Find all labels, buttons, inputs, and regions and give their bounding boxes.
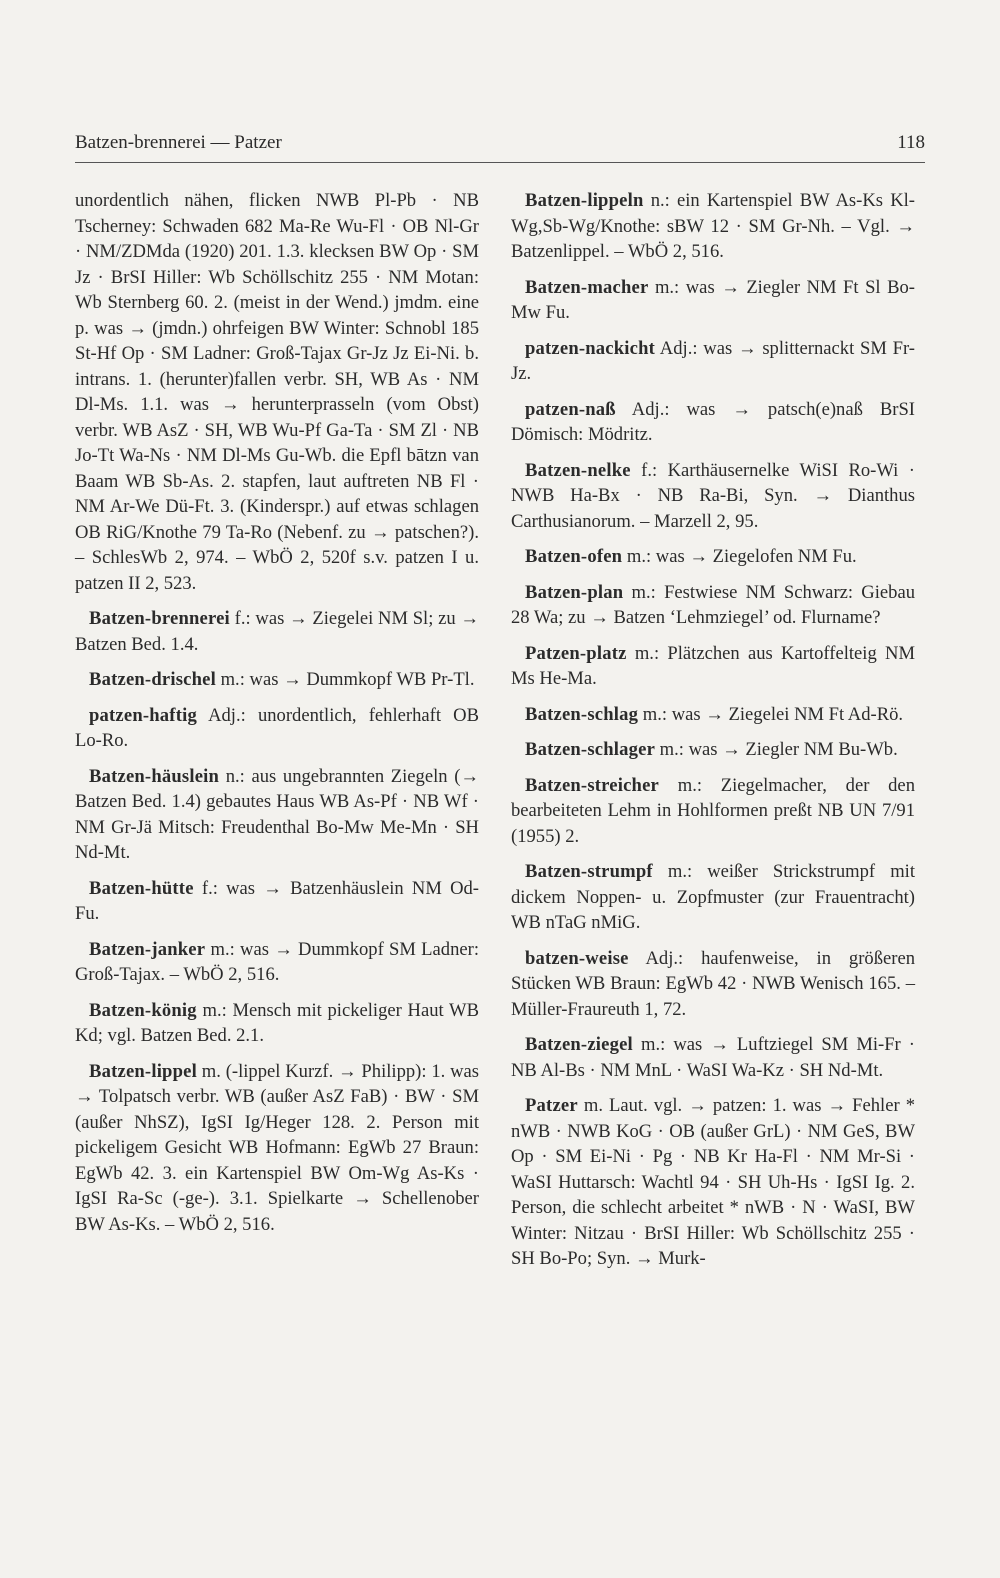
entry-definition: n.: aus ungebrannten Ziegeln (→ Batzen Bed. 1.4) gebautes Haus WB As-Pf · NB Wf · NM Gr-Jä Mitsch: Freudenthal Bo-Mw Me-Mn · SH Nd-Mt.: [75, 765, 479, 863]
entry-definition: m.: was → Dummkopf SM Ladner: Groß-Tajax. – WbÖ 2, 516.: [75, 938, 479, 985]
entry-definition: f.: Karthäusernelke WiSI Ro-Wi · NWB Ha-Bx · NB Ra-Bi, Syn. → Dianthus Carthusianorum. – Marzell 2, 95.: [511, 459, 915, 532]
entry-lemma: Batzen-lippel: [89, 1060, 197, 1082]
continuation-paragraph: unordentlich nähen, flicken NWB Pl-Pb · NB Tscherney: Schwaden 682 Ma-Re Wu-Fl · OB Nl-Gr · NM/ZDMda (1920) 201. 1.3. klecksen BW Op · SM Jz · BrSI Hiller: Wb Schöllschitz 255 · NM Motan: Wb Sternberg 60. 2. (meist in der Wend.) jmdm. eine p. was → (jmdn.) ohrfeigen BW Winter: Schnobl 185 St-Hf Op · SM Ladner: Groß-Tajax Gr-Jz Jz Ei-Ni. b. intrans. 1. (herunter)fallen verbr. SH, WB As · NM Dl-Ms. 1.1. was → herunterprasseln (vom Obst) verbr. WB AsZ · SH, WB Wu-Pf Ga-Ta · SM Zl · NB Jo-Tt Wa-Ns · NM Dl-Ms Gu-Wb. die Epfl bātzn van Baam WB Sb-As. 2. stapfen, laut auftreten NB Fl · NM Ar-We Dü-Ft. 3. (Kinderspr.) auf etwas schlagen OB RiG/Knothe 79 Ta-Ro (Nebenf. zu → patschen?). – SchlesWb 2, 974. – WbÖ 2, 520f s.v. patzen I u. patzen II 2, 523.: [75, 190, 479, 594]
dictionary-entry: [75, 876, 479, 927]
dictionary-entry: [511, 336, 915, 387]
entry-lemma: Batzen-plan: [525, 581, 624, 603]
entry-lemma: Patzer: [525, 1095, 578, 1116]
entry-definition: Adj.: was → splitternackt SM Fr-Jz.: [511, 337, 915, 384]
dictionary-entry: [511, 188, 915, 265]
entry-definition: Adj.: was → patsch(e)naß BrSI Dömisch: Mödritz.: [511, 398, 915, 445]
entry-definition: m. Laut. vgl. → patzen: 1. was → Fehler * nWB · NWB KoG · OB (außer GrL) · NM GeS, BW Op · SM Ei-Ni · Pg · NB Kr Ha-Fl · NM Mr-Si · WaSI Huttarsch: Wachtl 94 · SH Uh-Hs · IgSI Ig. 2. Person, die schlecht arbeitet * nWB · N · WaSI, BW Winter: Nitzau · BrSI Hiller: Wb Schöllschitz 255 · SH Bo-Po; Syn. → Murk-: [511, 1095, 915, 1269]
entry-definition: m.: Ziegelmacher, der den bearbeiteten Lehm in Hohlformen preßt NB UN 7/91 (1955) 2.: [511, 774, 915, 847]
left-entries: [75, 606, 479, 1237]
entry-lemma: Patzen-platz: [525, 642, 627, 664]
entry-definition: f.: was → Batzenhäuslein NM Od-Fu.: [75, 877, 479, 924]
dictionary-entry: [511, 544, 915, 570]
entry-definition: m.: was → Luftziegel SM Mi-Fr · NB Al-Bs · NM MnL · WaSI Wa-Kz · SH Nd-Mt.: [511, 1034, 915, 1081]
entry-definition: m.: was → Ziegler NM Ft Sl Bo-Mw Fu.: [511, 276, 915, 323]
dictionary-entry: [75, 667, 479, 693]
entry-lemma: Batzen-schlag: [525, 703, 639, 725]
entry-definition: m.: was → Ziegelei NM Ft Ad-Rö.: [638, 703, 904, 725]
entry-definition: Adj.: haufenweise, in größeren Stücken WB Braun: EgWb 42 · NWB Wenisch 165. – Müller-Fraureuth 1, 72.: [511, 947, 915, 1020]
dictionary-entry: [75, 764, 479, 866]
entry-definition: f.: was → Ziegelei NM Sl; zu → Batzen Bed. 1.4.: [75, 608, 479, 655]
entry-lemma: patzen-naß: [525, 398, 616, 420]
entry-lemma: Batzen-ofen: [525, 546, 623, 567]
dictionary-entry: [75, 998, 479, 1049]
entry-lemma: patzen-nackicht: [525, 337, 656, 359]
entry-lemma: Batzen-streicher: [525, 774, 659, 796]
entry-lemma: Batzen-hütte: [89, 877, 194, 899]
page-number: 118: [897, 132, 925, 153]
left-column: [75, 188, 479, 1247]
entry-definition: m.: was → Ziegelofen NM Fu.: [622, 546, 857, 567]
entry-lemma: Batzen-könig: [89, 999, 197, 1021]
dictionary-entry: [511, 737, 915, 763]
entry-definition: n.: ein Kartenspiel BW As-Ks Kl-Wg,Sb-Wg/Knothe: sBW 12 · SM Gr-Nh. – Vgl. → Batzenlippel. – WbÖ 2, 516.: [511, 190, 915, 262]
entry-definition: m.: Festwiese NM Schwarz: Giebau 28 Wa; zu → Batzen ‘Lehmziegel’ od. Flurname?: [511, 581, 915, 628]
entry-lemma: Batzen-drischel: [89, 669, 216, 690]
entry-definition: m.: was → Ziegler NM Bu-Wb.: [655, 739, 898, 760]
dictionary-entry: [511, 702, 915, 728]
entry-lemma: patzen-haftig: [89, 704, 197, 726]
dictionary-entry: [511, 397, 915, 448]
dictionary-entry: [511, 946, 915, 1023]
entry-lemma: Batzen-brennerei: [89, 608, 230, 629]
entry-definition: Adj.: unordentlich, fehlerhaft OB Lo-Ro.: [75, 704, 479, 751]
entry-lemma: Batzen-häuslein: [89, 765, 220, 787]
entry-lemma: Batzen-janker: [89, 938, 206, 960]
dictionary-entry: [511, 1093, 915, 1272]
dictionary-entry: [511, 859, 915, 936]
right-entries: [511, 188, 915, 1272]
dictionary-entry: [511, 641, 915, 692]
entry-lemma: Batzen-nelke: [525, 459, 631, 481]
dictionary-entry: [75, 703, 479, 754]
running-header: [75, 132, 925, 163]
entry-definition: m.: Mensch mit pickeliger Haut WB Kd; vgl. Batzen Bed. 2.1.: [75, 999, 479, 1046]
entry-lemma: Batzen-lippeln: [525, 190, 644, 211]
dictionary-entry: [511, 773, 915, 850]
running-head-title: Batzen-brennerei — Patzer: [75, 132, 282, 153]
dictionary-entry: [75, 937, 479, 988]
entry-lemma: batzen-weise: [525, 947, 629, 969]
dictionary-entry: [75, 606, 479, 657]
dictionary-entry: [511, 1032, 915, 1083]
entry-definition: m. (-lippel Kurzf. → Philipp): 1. was → Tolpatsch verbr. WB (außer AsZ FaB) · BW · SM (außer NhSZ), IgSI Ig/Heger 128. 2. Person mit pickeligem Gesicht WB Hofmann: EgWb 27 Braun: EgWb 42. 3. ein Kartenspiel BW Om-Wg As-Ks · IgSI Ra-Sc (-ge-). 3.1. Spielkarte → Schellenober BW As-Ks. – WbÖ 2, 516.: [75, 1060, 479, 1235]
dictionary-entry: [511, 580, 915, 631]
dictionary-entry: [511, 275, 915, 326]
entry-lemma: Batzen-strumpf: [525, 861, 653, 882]
entry-definition: m.: Plätzchen aus Kartoffelteig NM Ms He-Ma.: [511, 642, 915, 689]
right-column: [511, 188, 915, 1282]
dictionary-entry: [75, 1059, 479, 1238]
entry-definition: m.: was → Dummkopf WB Pr-Tl.: [215, 669, 475, 690]
dictionary-entry: [511, 458, 915, 535]
entry-lemma: Batzen-ziegel: [525, 1034, 633, 1055]
entry-lemma: Batzen-macher: [525, 276, 649, 298]
entry-lemma: Batzen-schlager: [525, 739, 656, 760]
entry-definition: m.: weißer Strickstrumpf mit dickem Noppen- u. Zopfmuster (zur Frauentracht) WB nTaG nMiG.: [511, 861, 915, 933]
